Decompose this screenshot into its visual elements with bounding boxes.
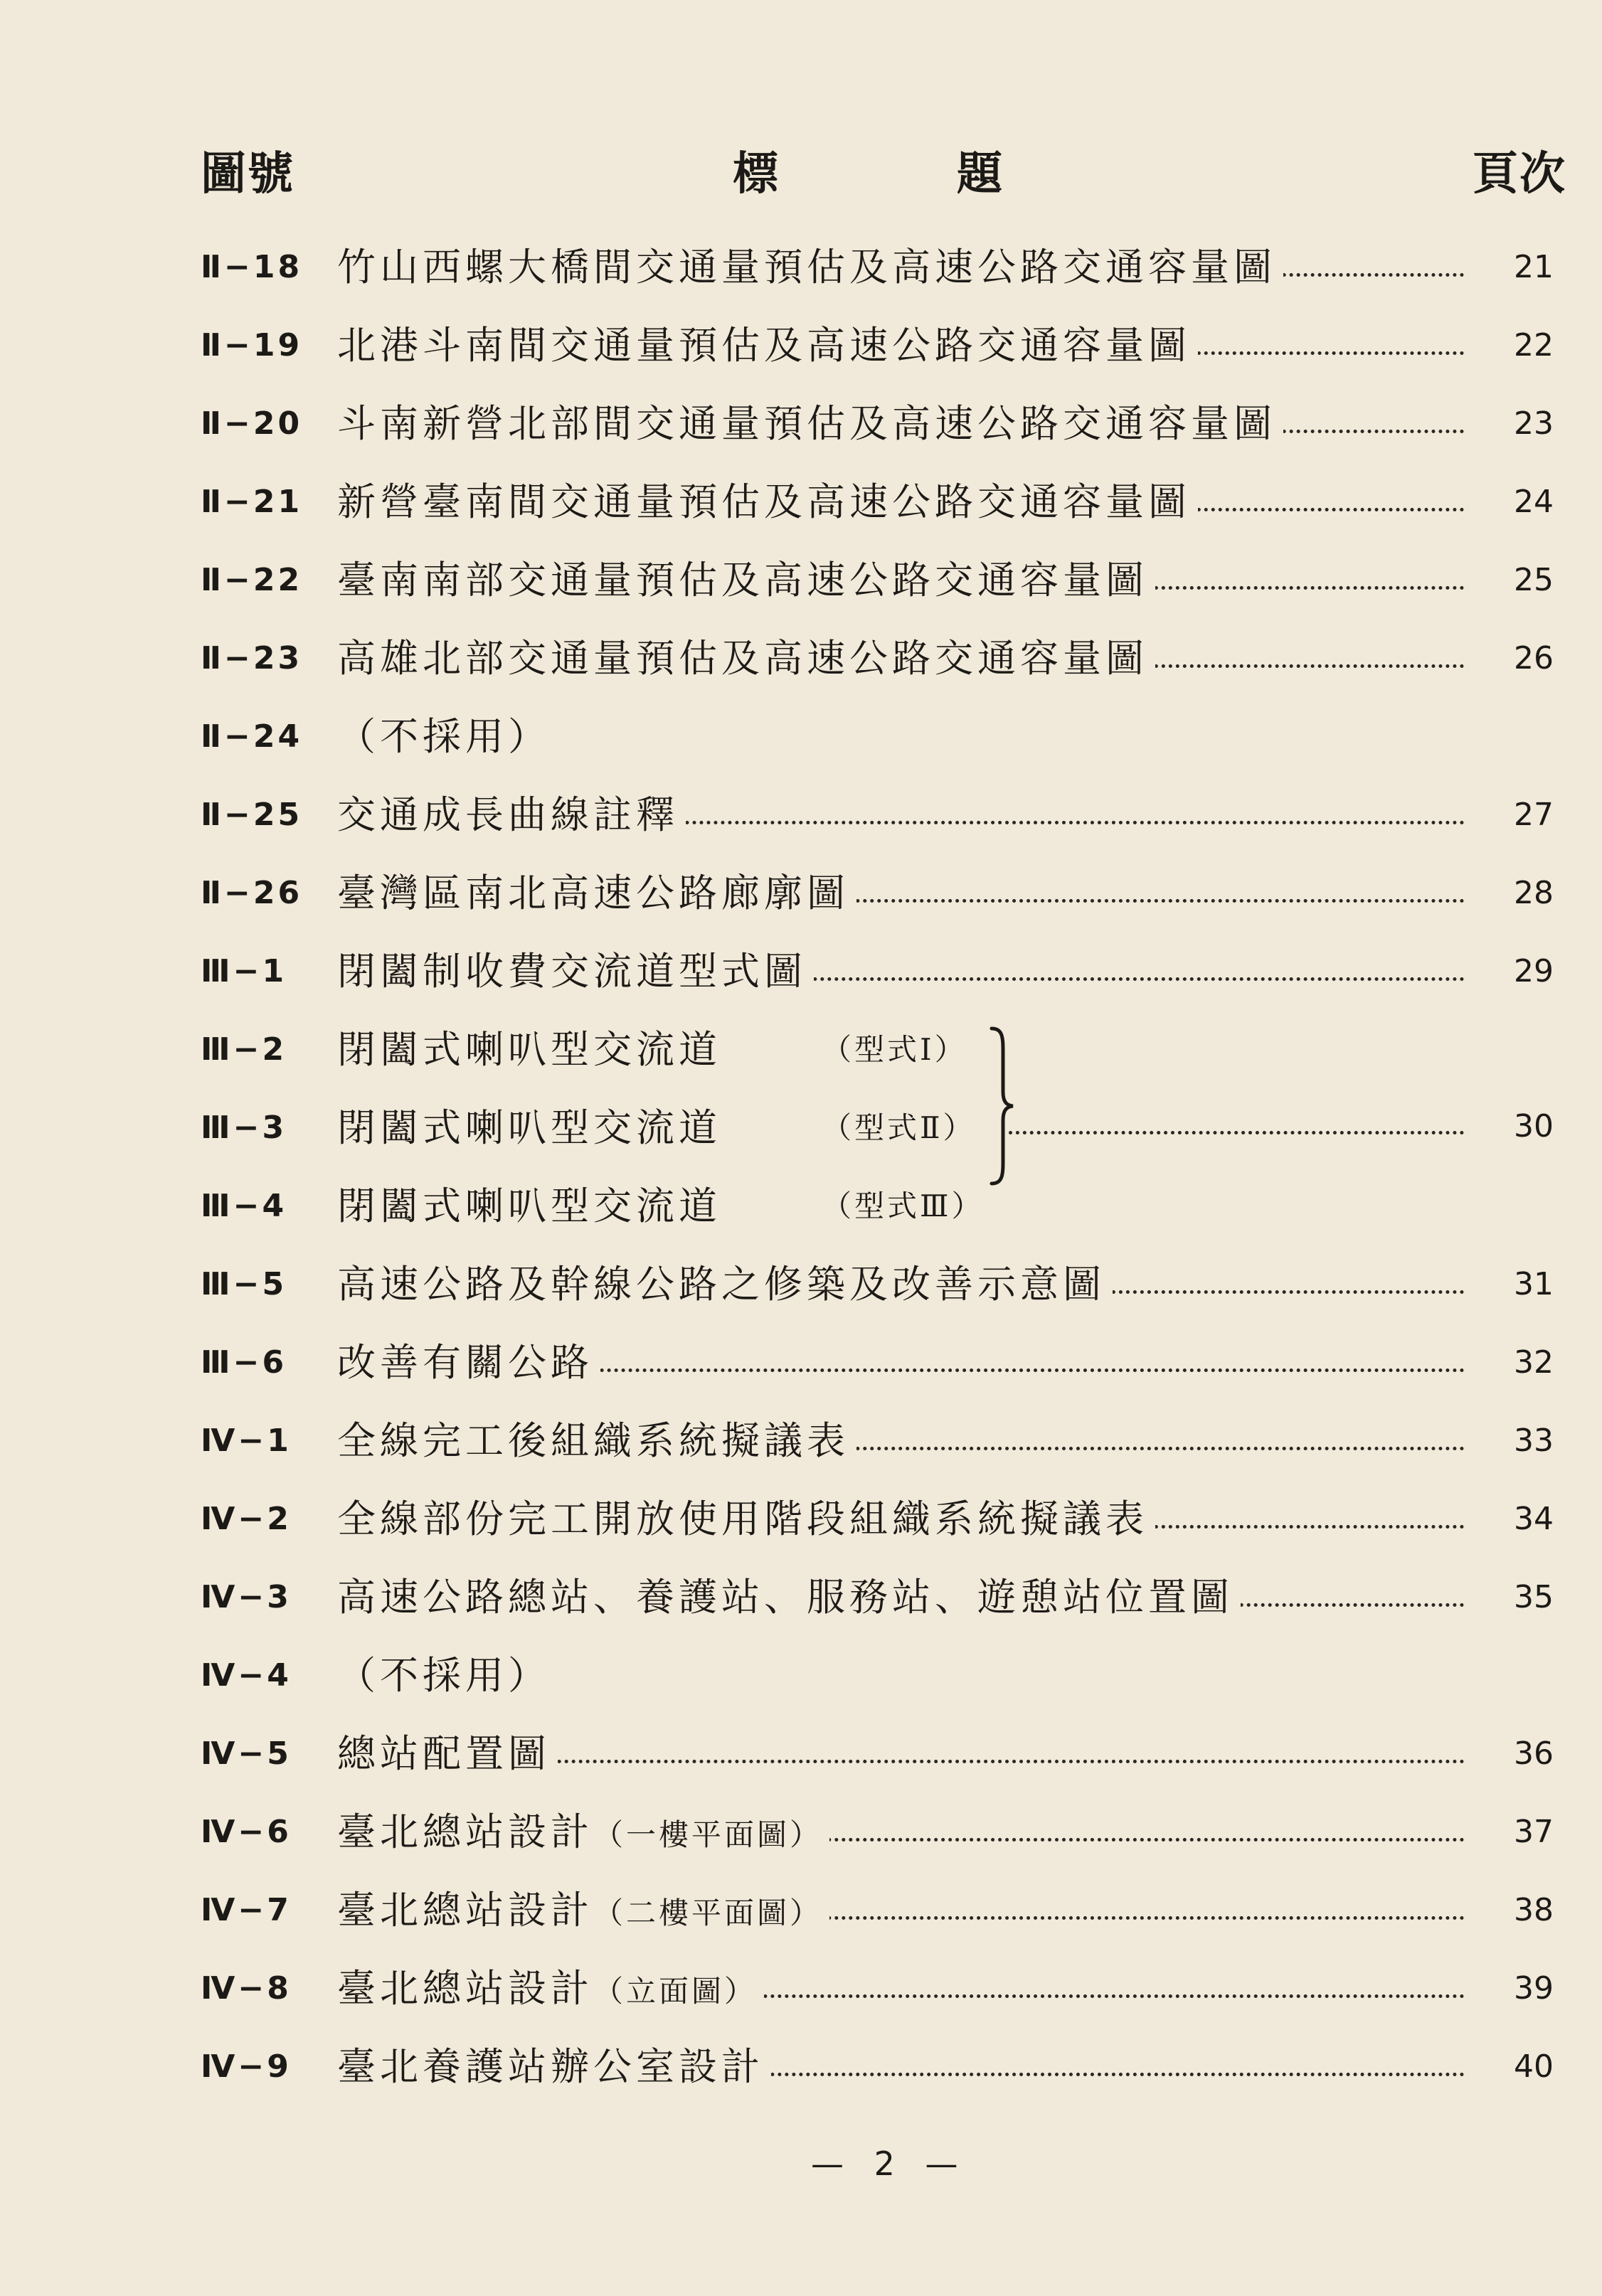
figure-title <box>337 552 1155 609</box>
contents-row <box>0 1569 1602 1626</box>
figure-number: Ⅲ−6 <box>201 1344 287 1381</box>
page-number: 33 <box>1514 1423 1554 1459</box>
figure-title <box>337 1882 829 1942</box>
figure-title-qualifier: （二樓平面圖） <box>593 1896 823 1930</box>
figure-number: Ⅳ−7 <box>201 1892 292 1928</box>
contents-row <box>0 1256 1602 1313</box>
figure-title <box>337 1334 600 1391</box>
page-number: 22 <box>1514 327 1554 363</box>
figure-title <box>337 474 1198 531</box>
figure-variant: （型式Ⅱ） <box>822 1110 976 1145</box>
page-number: 35 <box>1514 1579 1554 1615</box>
figure-title-text: 高速公路及幹線公路之修築及改善示意圖 <box>337 1262 1105 1307</box>
contents-row <box>0 1413 1602 1469</box>
figure-title <box>337 1726 558 1782</box>
page-number: 21 <box>1514 249 1554 285</box>
figure-number: Ⅱ−24 <box>201 718 303 755</box>
page-number: 29 <box>1514 953 1554 989</box>
page-number: 25 <box>1514 562 1554 598</box>
page-number: 37 <box>1514 1814 1554 1850</box>
figure-number: Ⅱ−19 <box>201 327 303 363</box>
contents-row <box>0 395 1602 452</box>
page-number: 31 <box>1514 1266 1554 1302</box>
contents-row <box>0 708 1602 765</box>
figure-title-text: 臺北總站設計 <box>337 1888 593 1933</box>
column-header-page: 頁次 <box>1473 148 1566 201</box>
figure-title-text: 高雄北部交通量預估及高速公路交通容量圖 <box>337 636 1148 681</box>
figure-title <box>337 1256 1113 1313</box>
contents-row <box>0 1100 1602 1157</box>
figure-number: Ⅳ−2 <box>201 1501 292 1537</box>
figure-number: Ⅲ−1 <box>201 953 287 989</box>
page-number: 27 <box>1514 797 1554 833</box>
figure-number: Ⅲ−3 <box>201 1110 287 1146</box>
figure-title-qualifier: （立面圖） <box>593 1974 758 2009</box>
contents-row <box>0 1334 1602 1391</box>
figure-title-text: 新營臺南間交通量預估及高速公路交通容量圖 <box>337 479 1191 524</box>
figure-title-text: 高速公路總站、養護站、服務站、遊憩站位置圖 <box>337 1575 1234 1620</box>
figure-title <box>337 317 1198 374</box>
page-number: 23 <box>1514 405 1554 442</box>
figure-title <box>337 1100 728 1157</box>
contents-row <box>0 630 1602 687</box>
figure-number: Ⅳ−1 <box>201 1423 292 1459</box>
figure-title-text: 閉闔式喇叭型交流道 <box>337 1184 721 1228</box>
page-number: 32 <box>1514 1344 1554 1381</box>
figure-title-text: （不採用） <box>337 714 551 759</box>
figure-number: Ⅱ−22 <box>201 562 303 598</box>
figure-title-text: 交通成長曲線註釋 <box>337 792 679 837</box>
figure-title <box>337 1960 764 2020</box>
figure-title-text: 臺北總站設計 <box>337 1809 593 1854</box>
figure-number: Ⅳ−9 <box>201 2048 292 2085</box>
figure-title-text: 臺北養護站辦公室設計 <box>337 2044 764 2089</box>
figure-title-text: 總站配置圖 <box>337 1731 551 1776</box>
figure-title-text: 全線部份完工開放使用階段組織系統擬議表 <box>337 1497 1148 1541</box>
contents-row <box>0 239 1602 296</box>
page-number: 28 <box>1514 875 1554 911</box>
figure-number: Ⅲ−4 <box>201 1188 287 1224</box>
page-number: 39 <box>1514 1970 1554 2007</box>
figure-title-text: 斗南新營北部間交通量預估及高速公路交通容量圖 <box>337 401 1276 446</box>
figure-title <box>337 1021 728 1078</box>
figure-title-text: 臺南南部交通量預估及高速公路交通容量圖 <box>337 558 1148 602</box>
figure-title <box>337 708 558 765</box>
figure-title <box>337 865 856 922</box>
page-number: 40 <box>1514 2048 1554 2085</box>
figure-number: Ⅱ−21 <box>201 484 303 520</box>
figure-title-text: 臺灣區南北高速公路廊廓圖 <box>337 871 849 915</box>
figure-title-text: 閉闔式喇叭型交流道 <box>337 1027 721 1072</box>
page-number: 36 <box>1514 1736 1554 1772</box>
group-page-number: 30 <box>1514 1108 1554 1144</box>
contents-row <box>0 1960 1602 2017</box>
figure-title <box>337 2039 771 2095</box>
figure-title <box>337 239 1283 296</box>
contents-row <box>0 2039 1602 2095</box>
contents-row <box>0 317 1602 374</box>
figure-number: Ⅳ−4 <box>201 1657 292 1694</box>
figure-title <box>337 1178 728 1235</box>
contents-row <box>0 1804 1602 1861</box>
figure-title-text: 閉闔制收費交流道型式圖 <box>337 949 807 994</box>
figure-number: Ⅳ−6 <box>201 1814 292 1850</box>
contents-row <box>0 1021 1602 1078</box>
figure-title-text: 全線完工後組織系統擬議表 <box>337 1418 849 1463</box>
contents-row <box>0 943 1602 1000</box>
right-brace-icon <box>987 1024 1023 1188</box>
column-header-title-part-2: 題 <box>957 148 1004 201</box>
contents-row <box>0 1726 1602 1782</box>
contents-row <box>0 865 1602 922</box>
figure-number: Ⅳ−8 <box>201 1970 292 2007</box>
figure-title <box>337 630 1155 687</box>
group-dot-leader <box>1009 1131 1464 1134</box>
figure-title <box>337 1491 1155 1548</box>
figure-number: Ⅱ−23 <box>201 640 303 676</box>
figure-title <box>337 1413 856 1469</box>
contents-row <box>0 1882 1602 1939</box>
page-number: 34 <box>1514 1501 1554 1537</box>
contents-row <box>0 552 1602 609</box>
figure-title <box>337 787 686 844</box>
page-number: 38 <box>1514 1892 1554 1928</box>
figure-number: Ⅱ−18 <box>201 249 303 285</box>
figure-title-text: 改善有關公路 <box>337 1340 593 1385</box>
figure-number: Ⅱ−20 <box>201 405 303 442</box>
figure-title <box>337 395 1283 452</box>
figure-number: Ⅱ−25 <box>201 797 303 833</box>
figure-number: Ⅲ−5 <box>201 1266 287 1302</box>
contents-row <box>0 1491 1602 1548</box>
contents-row <box>0 1647 1602 1704</box>
figure-title <box>337 1569 1241 1626</box>
contents-row <box>0 787 1602 844</box>
figure-number: Ⅳ−3 <box>201 1579 292 1615</box>
figure-variant: （型式Ⅲ） <box>822 1189 985 1223</box>
figure-number: Ⅳ−5 <box>201 1736 292 1772</box>
page-number: 26 <box>1514 640 1554 676</box>
figure-title <box>337 1647 558 1704</box>
figure-title <box>337 1804 829 1864</box>
figure-title-text: 竹山西螺大橋間交通量預估及高速公路交通容量圖 <box>337 245 1276 289</box>
figure-title-text: 臺北總站設計 <box>337 1966 593 2011</box>
figure-title-qualifier: （一樓平面圖） <box>593 1817 823 1852</box>
figure-number: Ⅲ−2 <box>201 1031 287 1068</box>
column-header-title-part-1: 標 <box>733 148 780 201</box>
figure-title-text: 閉闔式喇叭型交流道 <box>337 1105 721 1150</box>
contents-row <box>0 474 1602 531</box>
figure-number: Ⅱ−26 <box>201 875 303 911</box>
page-footer-number: — 2 — <box>811 2144 968 2183</box>
column-header-figure-number: 圖號 <box>201 148 295 201</box>
page-number: 24 <box>1514 484 1554 520</box>
contents-row <box>0 1178 1602 1235</box>
figure-variant: （型式Ⅰ） <box>822 1032 967 1067</box>
figure-title-text: 北港斗南間交通量預估及高速公路交通容量圖 <box>337 323 1191 368</box>
figure-title-text: （不採用） <box>337 1653 551 1698</box>
figure-title <box>337 943 814 1000</box>
